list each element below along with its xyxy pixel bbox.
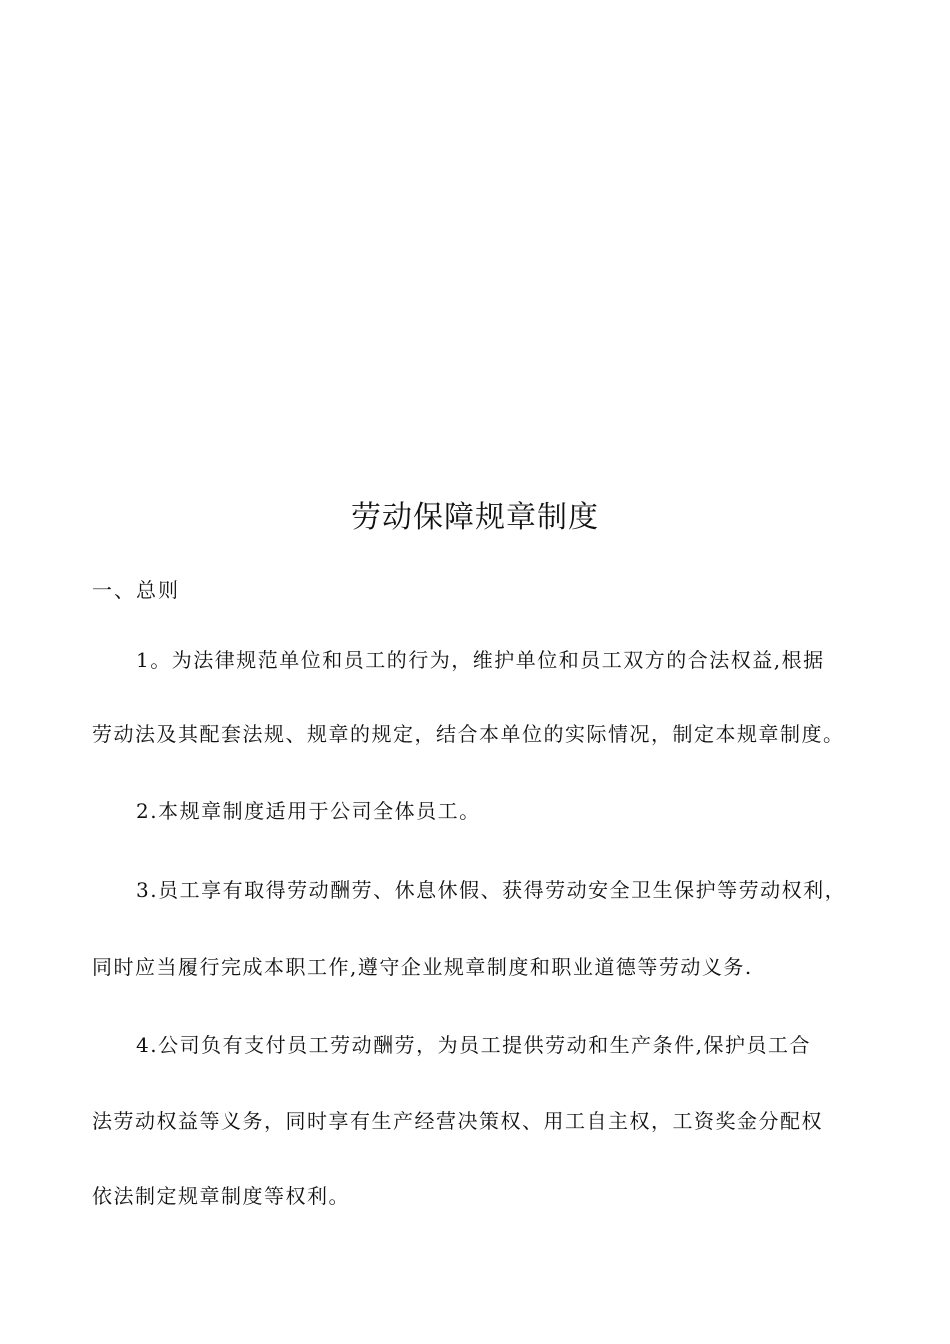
paragraph-line: 4.公司负有支付员工劳动酬劳，为员工提供劳动和生产条件,保护员工合 [136, 1033, 811, 1057]
paragraph-line: 1。为法律规范单位和员工的行为，维护单位和员工双方的合法权益,根据 [136, 648, 825, 672]
paragraph-line: 法劳动权益等义务，同时享有生产经营决策权、用工自主权，工资奖金分配权 [92, 1109, 823, 1133]
paragraph-line: 2.本规章制度适用于公司全体员工。 [136, 799, 481, 823]
document-title: 劳动保障规章制度 [351, 500, 599, 535]
paragraph-line: 依法制定规章制度等权利。 [92, 1184, 350, 1208]
section-heading: 一、总则 [92, 578, 180, 602]
paragraph-line: 同时应当履行完成本职工作,遵守企业规章制度和职业道德等劳动义务. [92, 955, 753, 979]
paragraph-line: 3.员工享有取得劳动酬劳、休息休假、获得劳动安全卫生保护等劳动权利， [136, 878, 847, 902]
paragraph-line: 劳动法及其配套法规、规章的规定，结合本单位的实际情况，制定本规章制度。 [92, 722, 845, 746]
